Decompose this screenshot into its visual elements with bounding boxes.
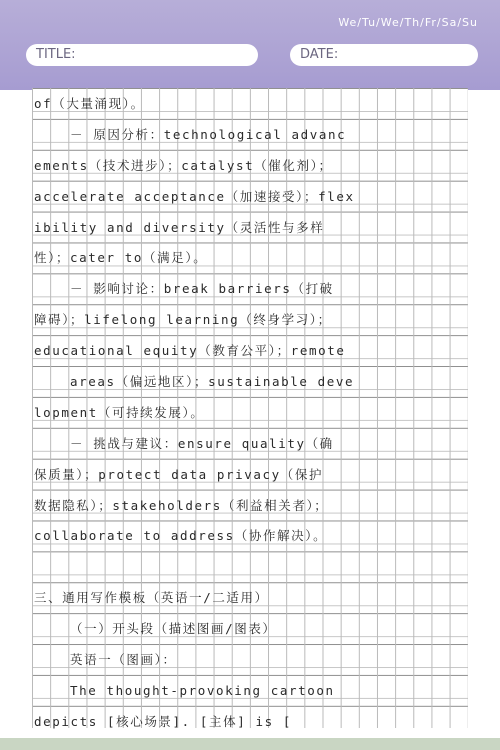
handwritten-notes xyxy=(34,88,466,737)
note-line: ements（技术进步）；catalyst（催化剂）； xyxy=(34,157,333,173)
note-line: The thought-provoking cartoon xyxy=(70,682,335,698)
note-line: － 挑战与建议：ensure quality（确 xyxy=(70,435,334,451)
note-line: ibility and diversity（灵活性与多样 xyxy=(34,219,325,235)
weekday-selector[interactable]: We/Tu/We/Th/Fr/Sa/Su xyxy=(338,16,478,29)
note-line: 性）；cater to（满足）。 xyxy=(34,250,208,266)
note-line: 数据隐私）；stakeholders（利益相关者）； xyxy=(34,497,329,513)
note-line: （一）开头段（描述图画/图表） xyxy=(70,621,277,637)
note-line: 保质量）；protect data privacy（保护 xyxy=(34,466,324,482)
note-line: collaborate to address（协作解决）。 xyxy=(34,528,328,544)
note-line: 障碍）；lifelong learning（终身学习）； xyxy=(34,312,332,328)
page-header xyxy=(0,0,500,90)
note-line: 英语一（图画）： xyxy=(70,652,177,668)
note-line xyxy=(34,551,466,582)
note-line: educational equity（教育公平）；remote xyxy=(34,343,346,359)
title-field[interactable]: TITLE: xyxy=(26,44,258,66)
note-line: areas（偏远地区）；sustainable deve xyxy=(70,374,355,390)
note-line: 三、通用写作模板（英语一/二适用） xyxy=(34,590,269,606)
note-line: accelerate acceptance（加速接受）；flex xyxy=(34,188,355,204)
note-line: depicts [核心场景]. [主体] is [ xyxy=(34,713,292,729)
date-field[interactable]: DATE: xyxy=(290,44,478,66)
bottom-border xyxy=(0,738,500,750)
note-line: of（大量涌现）。 xyxy=(34,96,145,111)
note-line: － 原因分析：technological advanc xyxy=(70,126,347,142)
note-line: － 影响讨论：break barriers（打破 xyxy=(70,281,334,297)
note-line: lopment（可持续发展）。 xyxy=(34,404,205,420)
